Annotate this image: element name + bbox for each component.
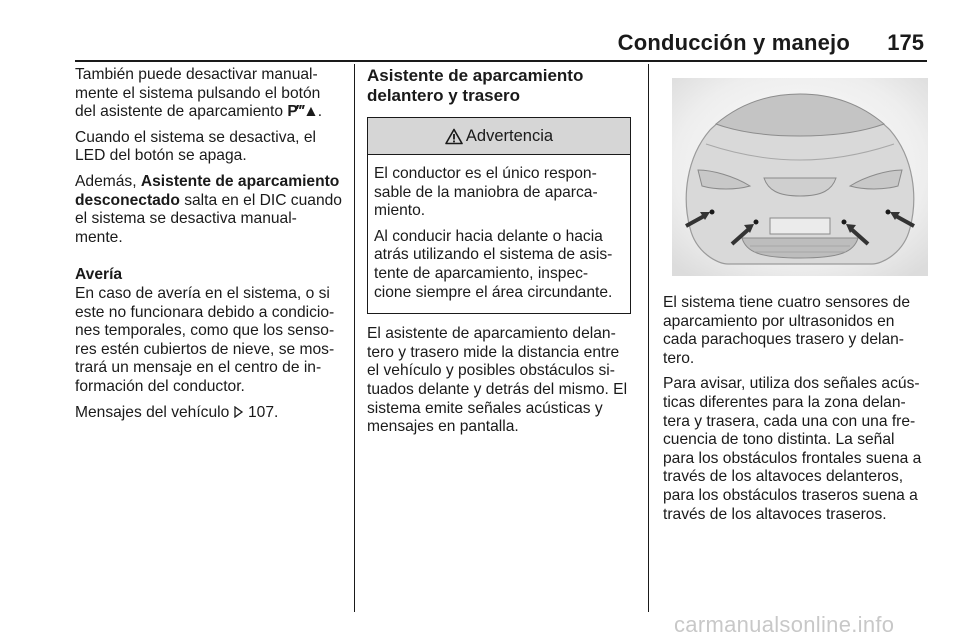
warning-triangle-icon [445, 128, 463, 145]
watermark: carmanualsonline.info [674, 612, 895, 637]
paragraph-messages-ref: Mensajes del vehículo 107. [75, 403, 279, 421]
car-front-image [672, 78, 928, 276]
warning-body [368, 155, 630, 313]
warning-header [368, 118, 630, 155]
page-number: 175 [887, 30, 924, 55]
paragraph-system-description: El asistente de aparcamiento delan-tero y trasero mide la distancia entre el vehículo y posibles obstáculos si-tuados delante y detrás del mismo. El sistema emite señales acústicas y mensajes en pantalla. [367, 325, 628, 436]
dic-message-text: Asistente de aparcamiento desconectado [75, 172, 340, 209]
sensor-marker-1 [710, 210, 715, 215]
warning-title: Advertencia [465, 126, 554, 145]
sensor-marker-4 [886, 210, 891, 215]
column-divider-1 [354, 64, 355, 612]
column-2 [367, 66, 635, 444]
header-rule [75, 60, 927, 62]
header-title: Conducción y manejo [617, 30, 850, 55]
paragraph-acoustic-signals: Para avisar, utiliza dos señales acús-ticas diferentes para la zona delan-tera y trasera, cada una con una fre-cuencia de tono distinta. La señal para los obstáculos frontales suena a través de los altavoces delanteros, para los obstáculos traseros suena a través de los altavoces traseros. [663, 375, 922, 523]
warning-text-2: Al conducir hacia delante o hacia atrás utilizando el sistema de asis-tente de aparcamiento, inspec-cione siempre el área circundante. [374, 227, 613, 301]
column-1 [75, 66, 343, 429]
sensor-marker-3 [842, 220, 847, 225]
paragraph-sensors: El sistema tiene cuatro sensores de aparcamiento por ultrasonidos en cada parachoques trasero y delan-tero. [663, 294, 911, 367]
sensor-marker-2 [754, 220, 759, 225]
parking-assist-button-icon: P‴▲ [287, 103, 318, 121]
warning-box [367, 117, 631, 314]
page-reference-icon [234, 406, 244, 418]
fault-heading: Avería [75, 266, 123, 284]
column-divider-2 [648, 64, 649, 612]
section-title: Asistente de aparcamiento delantero y trasero [367, 66, 584, 105]
paragraph-led-off: Cuando el sistema se desactiva, el LED del botón se apaga. [75, 128, 316, 165]
car-front-sensor-illustration [672, 78, 928, 276]
warning-text-1: El conductor es el único respon-sable de la maniobra de aparca-miento. [374, 165, 598, 220]
paragraph-manual-deactivate: También puede desactivar manual-mente el sistema pulsando el botón del asistente de aparcamiento P‴▲. [75, 66, 323, 121]
paragraph-dic-message: Además, Asistente de aparcamiento desconectado salta en el DIC cuando el sistema se desactiva manual-mente. [75, 172, 342, 246]
paragraph-fault: En caso de avería en el sistema, o si este no funcionara debido a condicio-nes temporales, como que los senso-res estén cubiertos de nieve, se mos-trará un mensaje en el centro de in-formación del conductor. [75, 284, 335, 395]
column-3 [663, 294, 928, 531]
messages-page-link[interactable]: 107. [247, 403, 279, 421]
